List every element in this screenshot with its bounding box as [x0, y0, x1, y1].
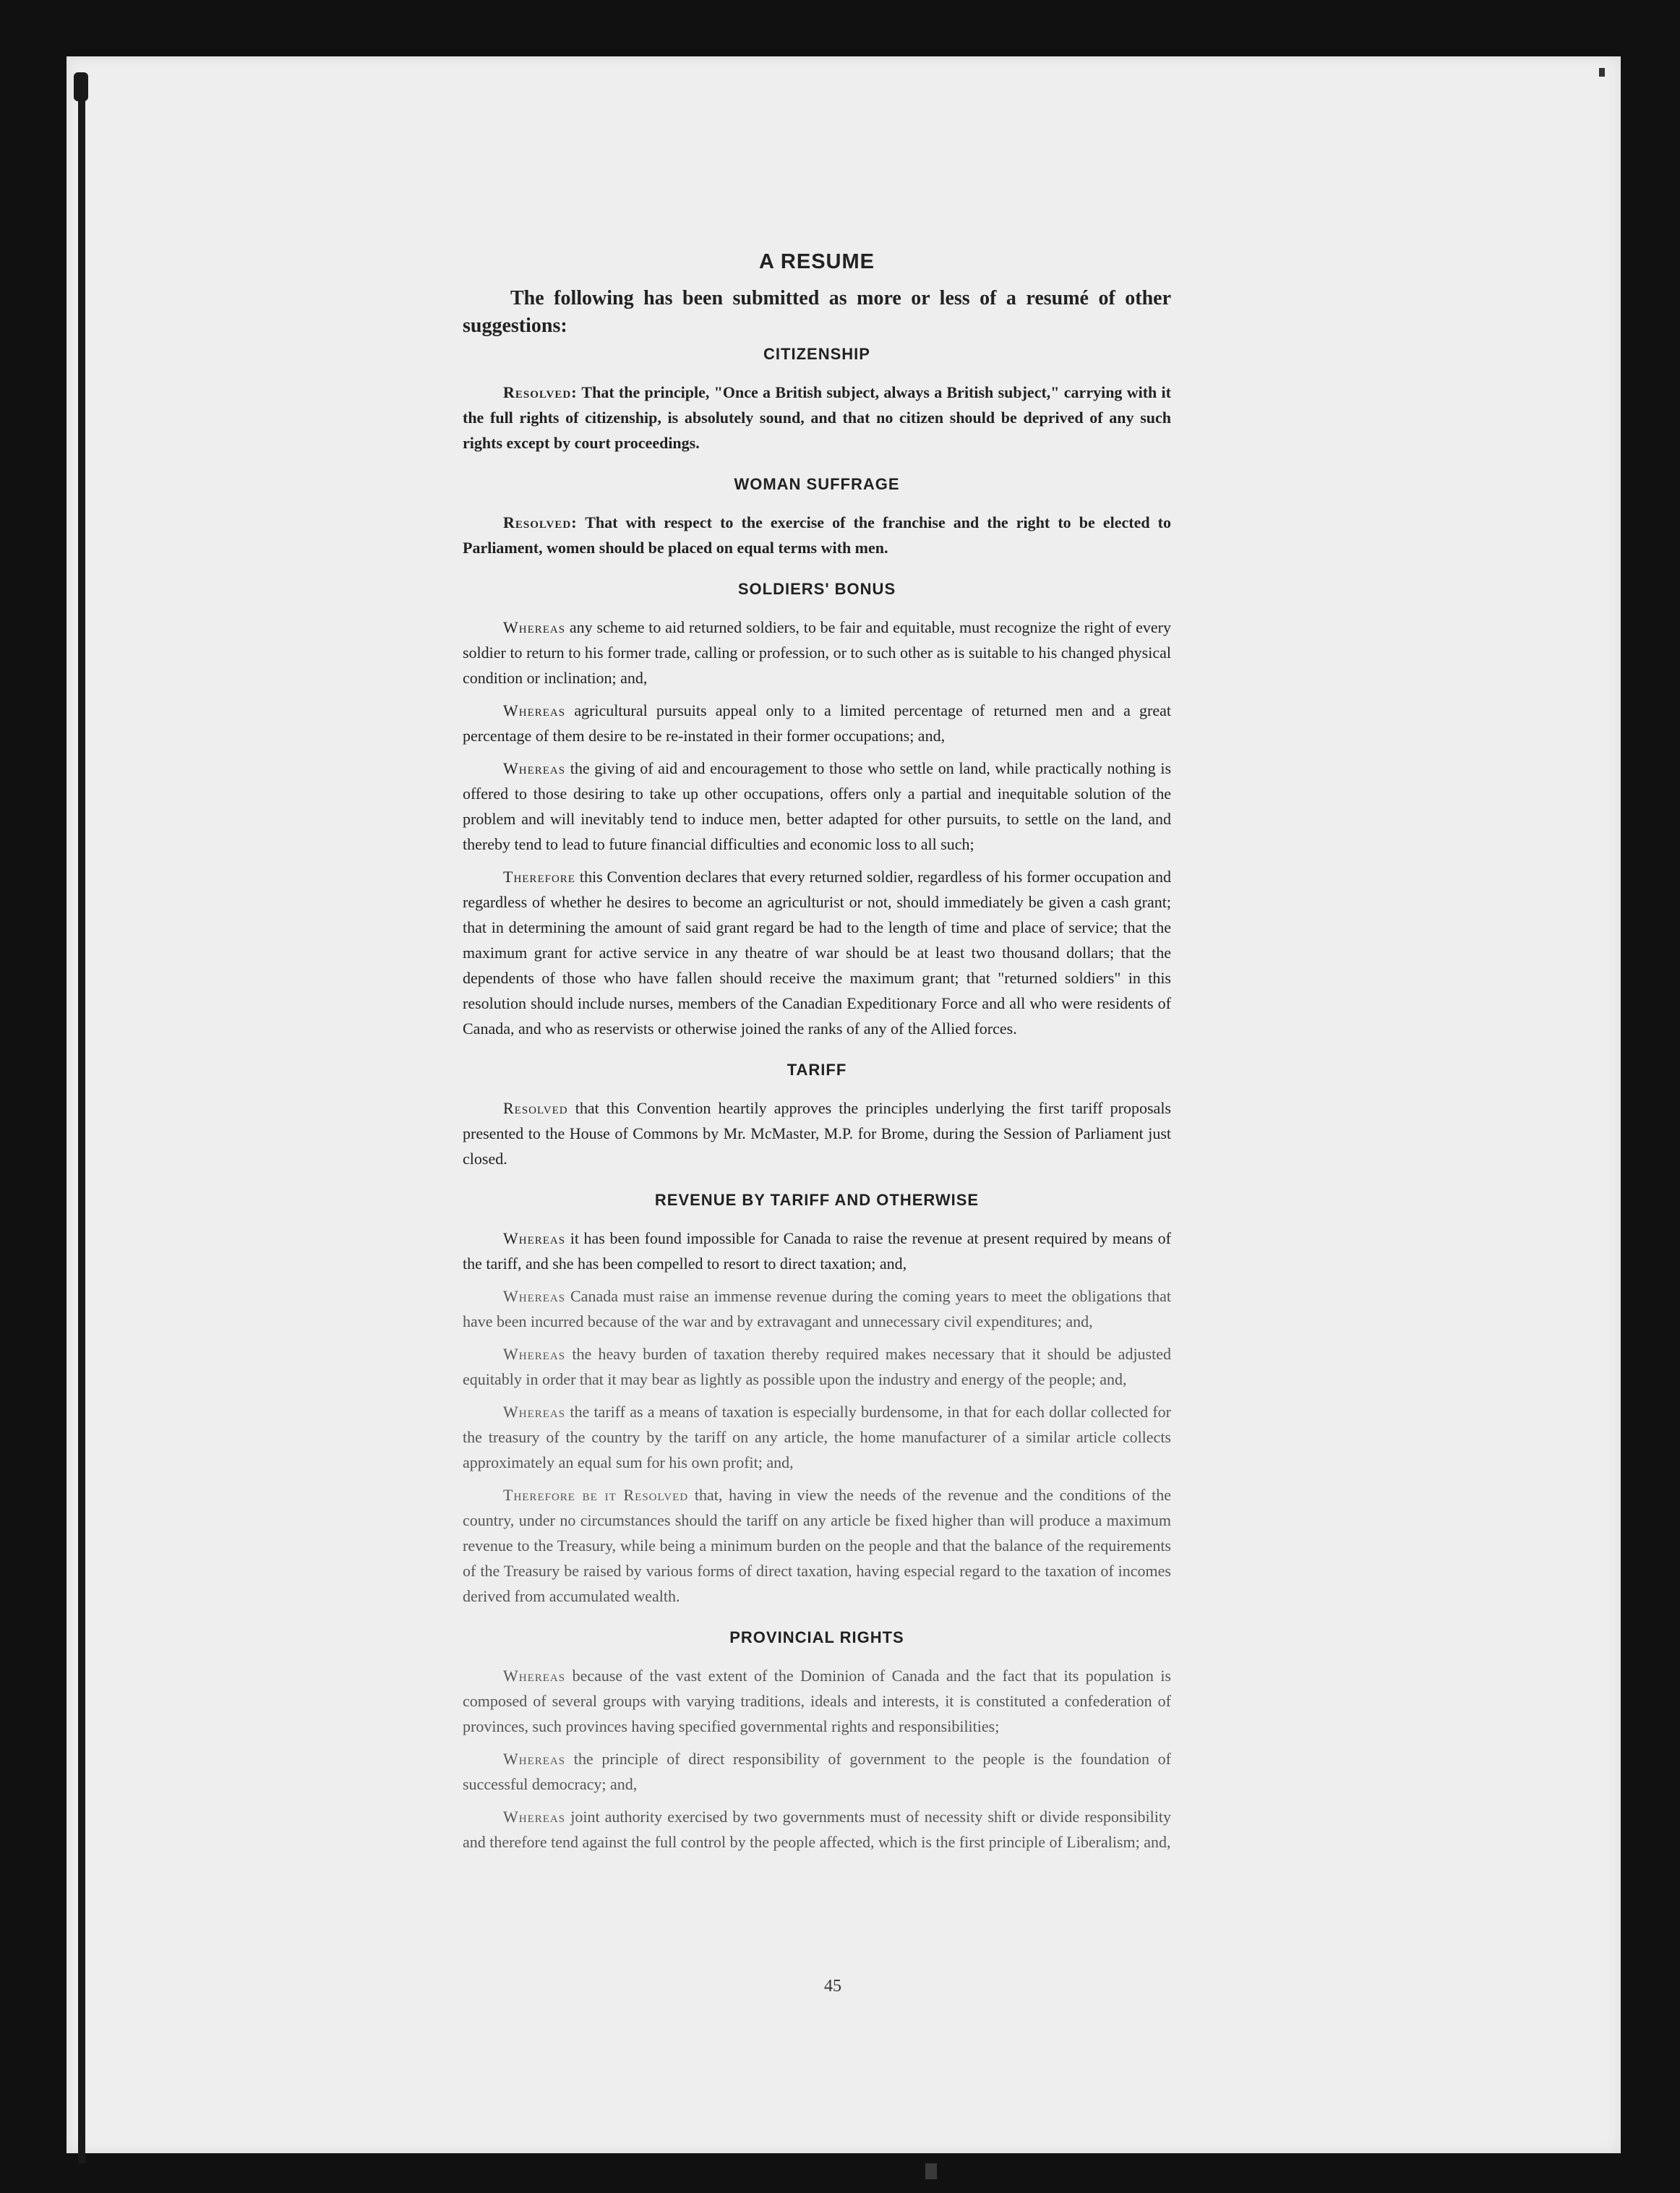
section-heading-provincial-rights: PROVINCIAL RIGHTS [729, 1628, 904, 1646]
paragraph-text: the tariff as a means of taxation is especially burdensome, in that for each dollar collected for the treasury of the country by the tariff on any article, the home manufacturer of a similar article collects approximately an equal sum for his own profit; and, [463, 1403, 1171, 1471]
soldiers-bonus-paragraph-2 [463, 698, 1171, 748]
provincial-rights-paragraph-3 [463, 1804, 1171, 1855]
section-heading-woman-suffrage: WOMAN SUFFRAGE [734, 475, 900, 493]
paragraph-lead: Resolved: [503, 383, 578, 401]
soldiers-bonus-paragraph-1 [463, 615, 1171, 691]
paragraph-lead: Whereas [503, 1750, 566, 1768]
section-heading-soldiers-bonus: SOLDIERS' BONUS [737, 580, 896, 598]
scan-mark [925, 2163, 937, 2179]
provincial-rights-paragraph-2 [463, 1746, 1171, 1797]
paragraph-lead: Whereas [503, 1345, 566, 1363]
citizenship-paragraph-1 [463, 380, 1171, 456]
paragraph-text: because of the vast extent of the Dominion of Canada and the fact that its population is composed of several groups with varying traditions, ideals and interests, it is constituted a confederation of provinces, such provinces having specified governmental rights and responsibilities; [463, 1667, 1171, 1735]
binding-edge [78, 81, 85, 2163]
section-heading-revenue: REVENUE BY TARIFF AND OTHERWISE [654, 1191, 980, 1209]
paragraph-text: the heavy burden of taxation thereby required makes necessary that it should be adjusted equitably in order that it may bear as lightly as possible upon the industry and energy of the people; and, [463, 1345, 1171, 1388]
paragraph-lead: Whereas [503, 1229, 566, 1247]
soldiers-bonus-paragraph-3 [463, 756, 1171, 857]
tariff-paragraph-1 [463, 1095, 1171, 1171]
paragraph-lead: Whereas [503, 759, 566, 777]
paragraph-text: that this Convention heartily approves the principles underlying the first tariff proposals presented to the House of Commons by Mr. McMaster, M.P. for Brome, during the Session of Parliament just closed. [463, 1099, 1171, 1168]
page-number: 45 [824, 1977, 841, 1996]
paragraph-lead: Whereas [503, 1403, 566, 1421]
provincial-rights-paragraph-1 [463, 1663, 1171, 1739]
revenue-paragraph-3 [463, 1341, 1171, 1392]
paragraph-lead: Whereas [503, 1667, 566, 1685]
section-heading-tariff: TARIFF [787, 1061, 847, 1079]
revenue-paragraph-2 [463, 1283, 1171, 1334]
paragraph-lead: Whereas [503, 701, 566, 719]
paragraph-lead: Whereas [503, 1287, 566, 1305]
revenue-paragraph-1 [463, 1226, 1171, 1276]
paragraph-text: That with respect to the exercise of the franchise and the right to be elected to Parliament, women should be placed on equal terms with men. [463, 513, 1171, 557]
document-intro: The following has been submitted as more or less of a resumé of other suggestions: [463, 287, 1171, 337]
paragraph-text: that, having in view the needs of the revenue and the conditions of the country, under no circumstances should the tariff on any article be fixed higher than will produce a maximum revenue to the Treasury, while being a minimum burden on the people and that the balance of the requirements of the Treasury be raised by various forms of direct taxation, having especial regard to the taxation of incomes derived from accumulated wealth. [463, 1486, 1171, 1605]
paragraph-lead: Whereas [503, 618, 566, 636]
paragraph-text: agricultural pursuits appeal only to a limited percentage of returned men and a great percentage of them desire to be re-instated in their former occupations; and, [463, 701, 1171, 745]
paragraph-text: this Convention declares that every returned soldier, regardless of his former occupation and regardless of whether he desires to become an agriculturist or not, should immediately be given a cash grant; that in determining the amount of said grant regard be had to the length of time and place of service; that the maximum grant for active service in any theatre of war should be at least two thousand dollars; that the dependents of those who have fallen should receive the maximum grant; that "returned soldiers" in this resolution should include nurses, members of the Canadian Expeditionary Force and all who were residents of Canada, and who as reservists or otherwise joined the ranks of any of the Allied forces. [463, 868, 1171, 1038]
paragraph-lead: Whereas [503, 1808, 566, 1826]
soldiers-bonus-paragraph-4 [463, 864, 1171, 1041]
document-title: A RESUME [759, 250, 875, 273]
woman-suffrage-paragraph-1 [463, 510, 1171, 560]
paragraph-text: any scheme to aid returned soldiers, to be fair and equitable, must recognize the right of every soldier to return to his former trade, calling or profession, or to such other as is suitable to his changed physical condition or inclination; and, [463, 618, 1171, 687]
revenue-paragraph-4 [463, 1399, 1171, 1475]
paragraph-text: the giving of aid and encouragement to those who settle on land, while practically nothing is offered to those desiring to take up other occupations, offers only a partial and inequitable solution of the problem and will inevitably tend to induce men, better adapted for other pursuits, to settle on the land, and thereby tend to lead to future financial difficulties and economic loss to all such; [463, 759, 1171, 853]
corner-mark [1599, 68, 1605, 77]
paragraph-text: the principle of direct responsibility of government to the people is the foundation of successful democracy; and, [463, 1750, 1171, 1793]
paragraph-lead: Therefore be it Resolved [503, 1486, 689, 1504]
paragraph-text: That the principle, "Once a British subject, always a British subject," carrying with it the full rights of citizenship, is absolutely sound, and that no citizen should be deprived of any such rights except by court proceedings. [463, 383, 1171, 452]
paragraph-lead: Resolved: [503, 513, 578, 531]
document-content [463, 242, 1171, 1862]
revenue-paragraph-5 [463, 1482, 1171, 1609]
paragraph-text: it has been found impossible for Canada to raise the revenue at present required by means of the tariff, and she has been compelled to resort to direct taxation; and, [463, 1229, 1171, 1273]
section-heading-citizenship: CITIZENSHIP [763, 345, 870, 363]
paragraph-lead: Resolved [503, 1099, 568, 1117]
paragraph-text: joint authority exercised by two governments must of necessity shift or divide responsibility and therefore tend against the full control by the people affected, which is the first principle of Liberalism; and, [463, 1808, 1171, 1851]
paragraph-text: Canada must raise an immense revenue during the coming years to meet the obligations that have been incurred because of the war and by extravagant and unnecessary civil expenditures; and, [463, 1287, 1171, 1330]
paragraph-lead: Therefore [503, 868, 575, 886]
